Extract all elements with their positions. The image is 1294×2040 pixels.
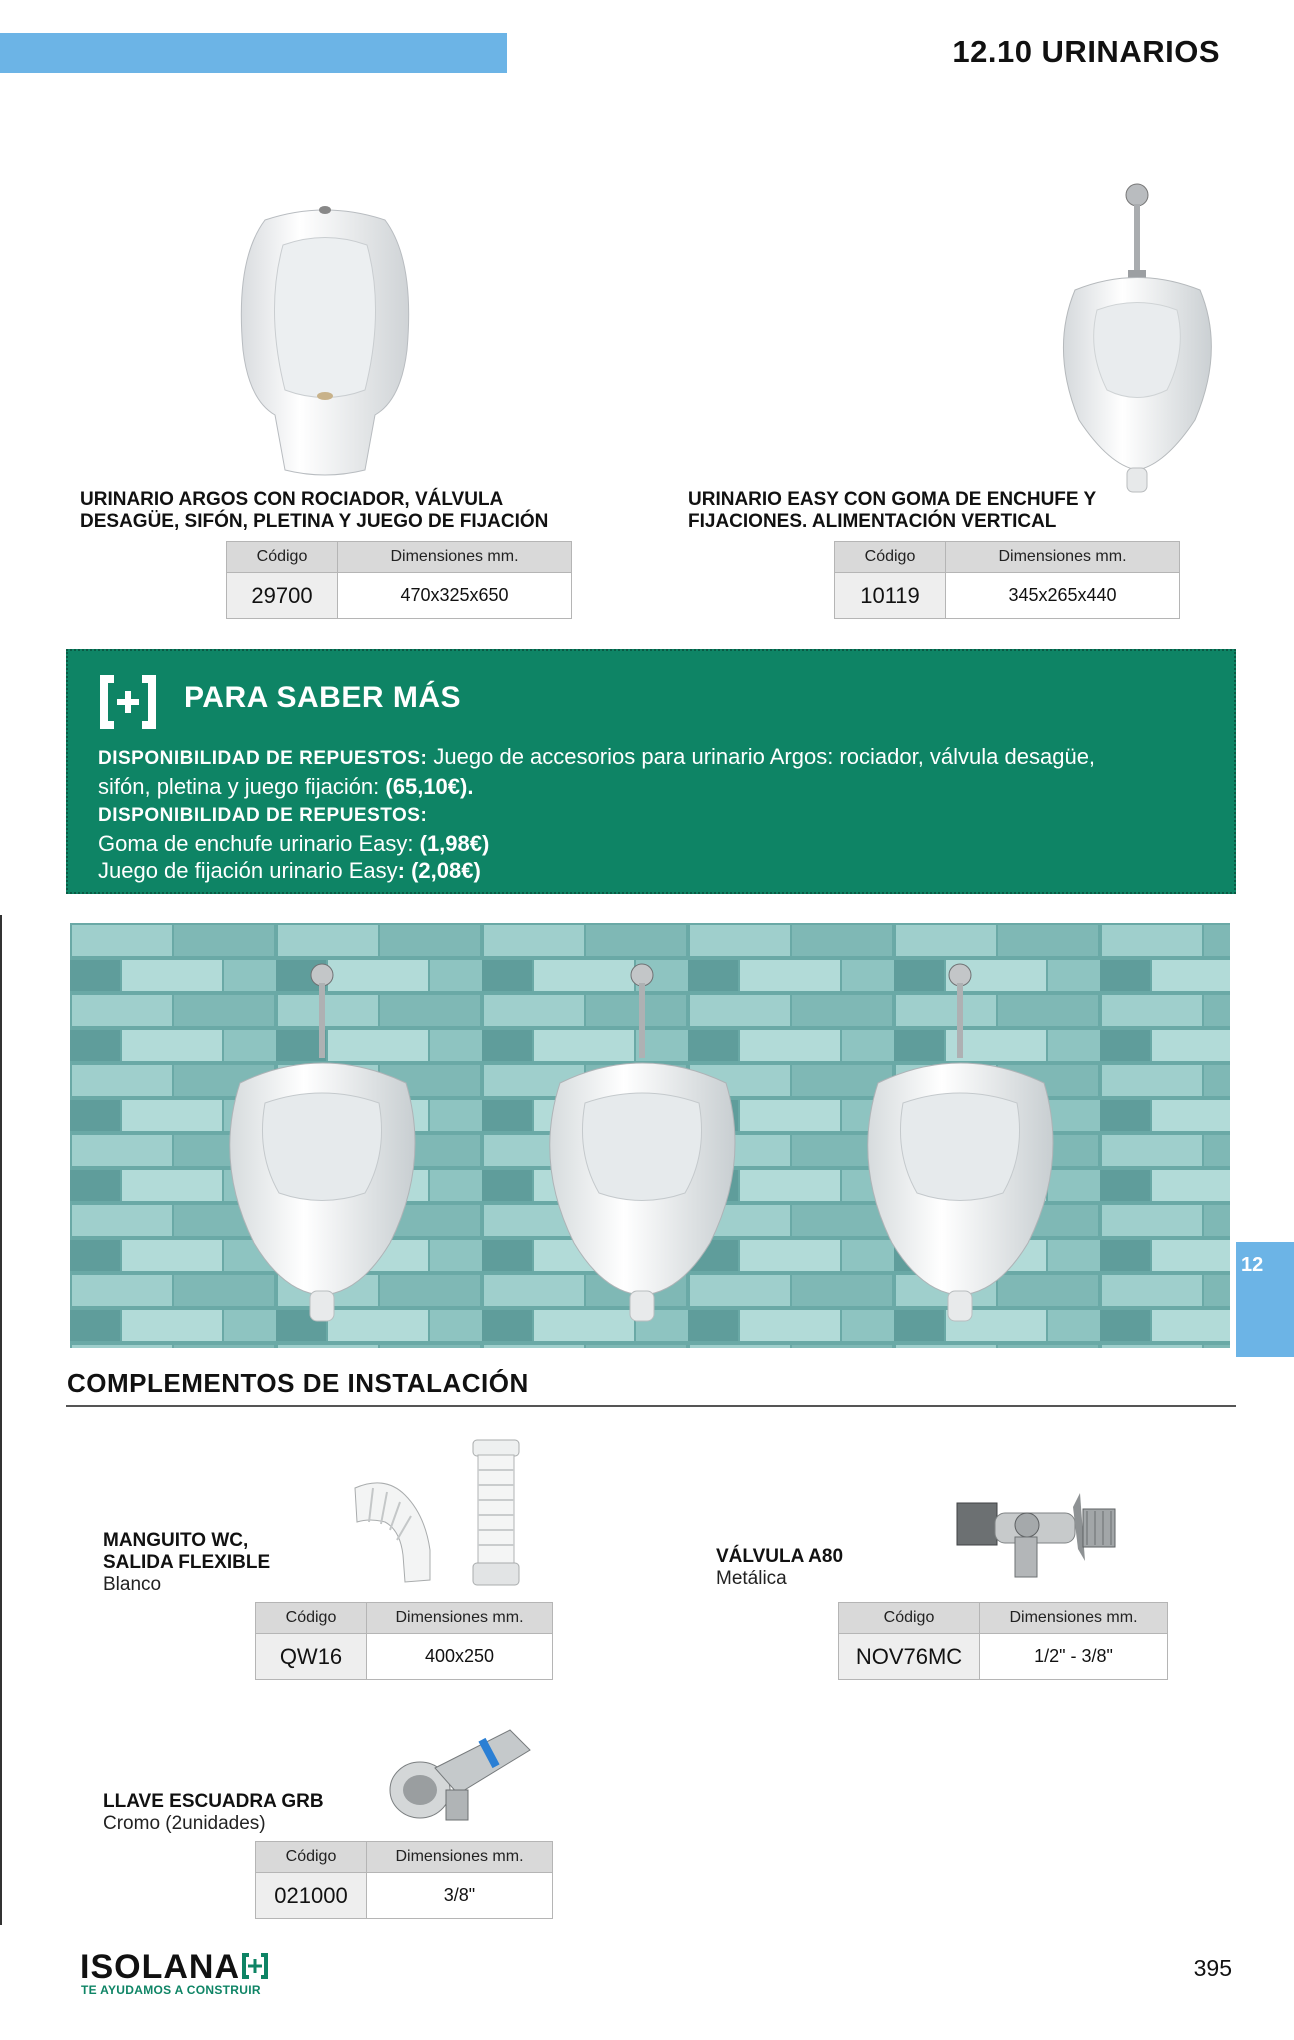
info-price: (1,98€)	[419, 830, 490, 856]
info-box-heading: PARA SABER MÁS	[184, 681, 462, 714]
table-header-dimensions: Dimensiones mm.	[946, 542, 1180, 573]
table-header-dimensions: Dimensiones mm.	[338, 542, 572, 573]
complement-manguito-spec-table	[255, 1602, 553, 1680]
product-code: NOV76MC	[839, 1634, 980, 1680]
info-box	[66, 649, 1236, 894]
info-text-line: sifón, pletina y juego fijación:	[98, 773, 386, 799]
product-easy-title	[688, 489, 1096, 533]
complement-valvula-subtitle: Metálica	[716, 1568, 787, 1589]
chapter-number: 12	[1241, 1254, 1264, 1276]
product-argos-spec-table	[226, 541, 572, 619]
table-header-code: Código	[839, 1603, 980, 1634]
info-text-line: Juego de accesorios para urinario Argos: rociador, válvula desagüe,	[427, 744, 1096, 769]
info-label: DISPONIBILIDAD DE REPUESTOS:	[98, 805, 428, 826]
table-header-code: Código	[835, 542, 946, 573]
angle-valve-image	[380, 1720, 540, 1830]
complement-manguito-title	[103, 1530, 270, 1574]
complements-title: COMPLEMENTOS DE INSTALACIÓN	[67, 1368, 529, 1398]
margin-line	[0, 915, 2, 1925]
product-easy-title-line1: URINARIO EASY CON GOMA DE ENCHUFE Y	[688, 489, 1097, 510]
urinals-wall-photo	[70, 923, 1230, 1348]
page-number: 395	[1193, 1955, 1232, 1981]
product-dimensions: 1/2" - 3/8"	[980, 1634, 1168, 1680]
complements-divider	[66, 1405, 1236, 1407]
complement-valvula-title: VÁLVULA A80	[716, 1546, 844, 1567]
product-dimensions: 400x250	[367, 1634, 553, 1680]
complement-valvula-spec-table	[838, 1602, 1168, 1680]
product-code: 021000	[256, 1873, 367, 1919]
section-title: 12.10 URINARIOS	[952, 34, 1220, 69]
complement-llave-title: LLAVE ESCUADRA GRB	[103, 1791, 324, 1812]
product-code: 29700	[227, 573, 338, 619]
info-price: (65,10€).	[385, 773, 474, 799]
product-dimensions: 470x325x650	[338, 573, 572, 619]
product-dimensions: 345x265x440	[946, 573, 1180, 619]
chapter-tab	[1236, 1242, 1294, 1357]
complement-manguito-subtitle: Blanco	[103, 1574, 162, 1595]
isolana-logo	[80, 1948, 280, 1998]
table-header-dimensions: Dimensiones mm.	[980, 1603, 1168, 1634]
table-header-code: Código	[227, 542, 338, 573]
info-price: : (2,08€)	[397, 858, 481, 883]
table-header-code: Código	[256, 1842, 367, 1873]
urinal-argos-image	[225, 200, 425, 480]
complement-llave-spec-table	[255, 1841, 553, 1919]
product-easy-title-line2: FIJACIONES. ALIMENTACIÓN VERTICAL	[688, 511, 1057, 532]
complement-title-line2: SALIDA FLEXIBLE	[103, 1552, 271, 1573]
urinal-easy-image	[1045, 180, 1225, 510]
info-text-line: Juego de fijación urinario Easy	[98, 858, 398, 883]
logo-tagline: TE AYUDAMOS A CONSTRUIR	[81, 1983, 261, 1997]
product-easy-spec-table	[834, 541, 1180, 619]
product-code: 10119	[835, 573, 946, 619]
info-text-line: Goma de enchufe urinario Easy:	[98, 830, 420, 856]
product-argos-title	[80, 489, 548, 533]
info-box-text	[98, 743, 1218, 885]
product-dimensions: 3/8"	[367, 1873, 553, 1919]
table-header-dimensions: Dimensiones mm.	[367, 1603, 553, 1634]
plus-bracket-icon	[240, 1951, 270, 1981]
valve-a80-image	[955, 1485, 1125, 1595]
table-header-code: Código	[256, 1603, 367, 1634]
product-argos-title-line1: URINARIO ARGOS CON ROCIADOR, VÁLVULA	[80, 489, 504, 510]
header-color-bar	[0, 33, 507, 73]
info-label: DISPONIBILIDAD DE REPUESTOS:	[98, 748, 428, 769]
plus-bracket-icon	[96, 673, 160, 731]
table-header-dimensions: Dimensiones mm.	[367, 1842, 553, 1873]
product-code: QW16	[256, 1634, 367, 1680]
complement-llave-subtitle: Cromo (2unidades)	[103, 1813, 266, 1834]
flexible-pipe-image	[345, 1430, 535, 1595]
logo-wordmark: ISOLANA	[80, 1948, 240, 1986]
complement-title-line1: MANGUITO WC,	[103, 1530, 249, 1551]
product-argos-title-line2: DESAGÜE, SIFÓN, PLETINA Y JUEGO DE FIJACIÓN	[80, 511, 549, 532]
